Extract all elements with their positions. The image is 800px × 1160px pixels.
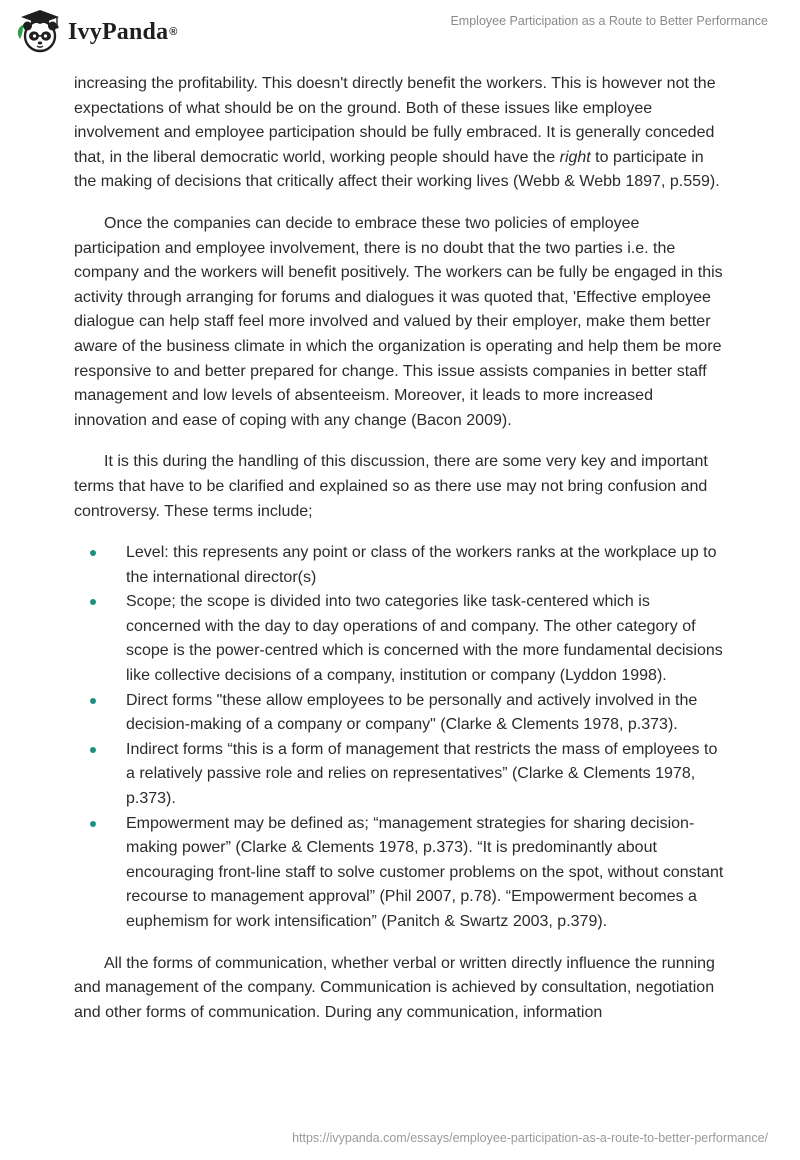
paragraph-1-text-a: increasing the profitability. This doesn't directly benefit the workers. This is however not the expectations of what should be on the ground. Both of these issues like employee involvement and employee participation should be fully embraced. It is generally conceded that, in the liberal democratic world, working people should have the bbox=[74, 75, 716, 166]
paragraph-2: Once the companies can decide to embrace these two policies of employee participation and employee involvement, there is no doubt that the two parties i.e. the company and the workers will benefit positively. The workers can be fully be engaged in this activity through arranging for forums and dialogues it was quoted that, 'Effective employee dialogue can help staff feel more involved and valued by their employer, make them better aware of the business climate in which the organization is operating and help them be more responsive to and better prepared for change. This issue assists companies in better staff management and low levels of absenteeism. Moreover, it leads to more increased innovation and ease of coping with any change (Bacon 2009). bbox=[74, 214, 723, 429]
list-item bbox=[74, 812, 726, 935]
terms-list bbox=[74, 541, 726, 935]
list-item bbox=[74, 541, 726, 590]
bullet-icon bbox=[90, 747, 96, 753]
bullet-icon bbox=[90, 821, 96, 827]
paragraph-4: All the forms of communication, whether verbal or written directly influence the running and management of the company. Communication is achieved by consultation, negotiation and other forms of communication. During any communication, information bbox=[74, 954, 715, 1021]
paragraph-3: It is this during the handling of this discussion, there are some very key and important terms that have to be clarified and explained so as there use may not bring confusion and controversy. These terms include; bbox=[74, 453, 708, 520]
registered-mark: ® bbox=[169, 26, 178, 38]
bullet-icon bbox=[90, 550, 96, 556]
list-item bbox=[74, 689, 726, 738]
logo-wordmark: IvyPanda bbox=[68, 18, 169, 45]
list-item-text: Scope; the scope is divided into two categories like task-centered which is concerned with the day to day operations of and company. The other category of scope is the power-centred which is concerned with the more fundamental decisions like collective decisions of a company, institution or company (Lyddon 1998). bbox=[126, 593, 723, 685]
list-item-text: Level: this represents any point or class of the workers ranks at the workplace up to the international director(s) bbox=[126, 544, 717, 586]
list-item-text: Direct forms "these allow employees to be personally and actively involved in the decision-making of a company or company" (Clarke & Clements 1978, p.373). bbox=[126, 691, 698, 734]
bullet-icon bbox=[90, 698, 96, 704]
document-title: Employee Participation as a Route to Better Performance bbox=[450, 14, 768, 28]
list-item-text: Empowerment may be defined as; “management strategies for sharing decision-making power” (Clarke & Clements 1978, p.373). “It is predominantly about encouraging front-line staff to solve customer problems on the spot, without constant recourse to management approval” (Phil 2007, p.78). “Empowerment becomes a euphemism for work intensification” (Panitch & Swartz 2003, p.379). bbox=[126, 814, 724, 930]
panda-graduate-icon bbox=[14, 9, 64, 55]
essay-body bbox=[74, 72, 726, 1042]
list-item bbox=[74, 738, 726, 812]
paragraph-1 bbox=[74, 72, 726, 195]
bullet-icon bbox=[90, 599, 96, 605]
list-item-text: Indirect forms “this is a form of management that restricts the mass of employees to a relatively passive role and relies on representatives” (Clarke & Clements 1978, p.373). bbox=[126, 740, 718, 808]
paragraph-1-text-b: to participate in the making of decisions that critically affect their working lives (Webb & Webb 1897, p.559). bbox=[74, 148, 720, 191]
emphasis-right: right bbox=[559, 148, 591, 166]
source-url-link[interactable]: https://ivypanda.com/essays/employee-participation-as-a-route-to-better-performance/ bbox=[292, 1131, 768, 1145]
page-header bbox=[0, 0, 800, 62]
list-item bbox=[74, 590, 726, 688]
ivypanda-logo[interactable] bbox=[14, 8, 177, 56]
